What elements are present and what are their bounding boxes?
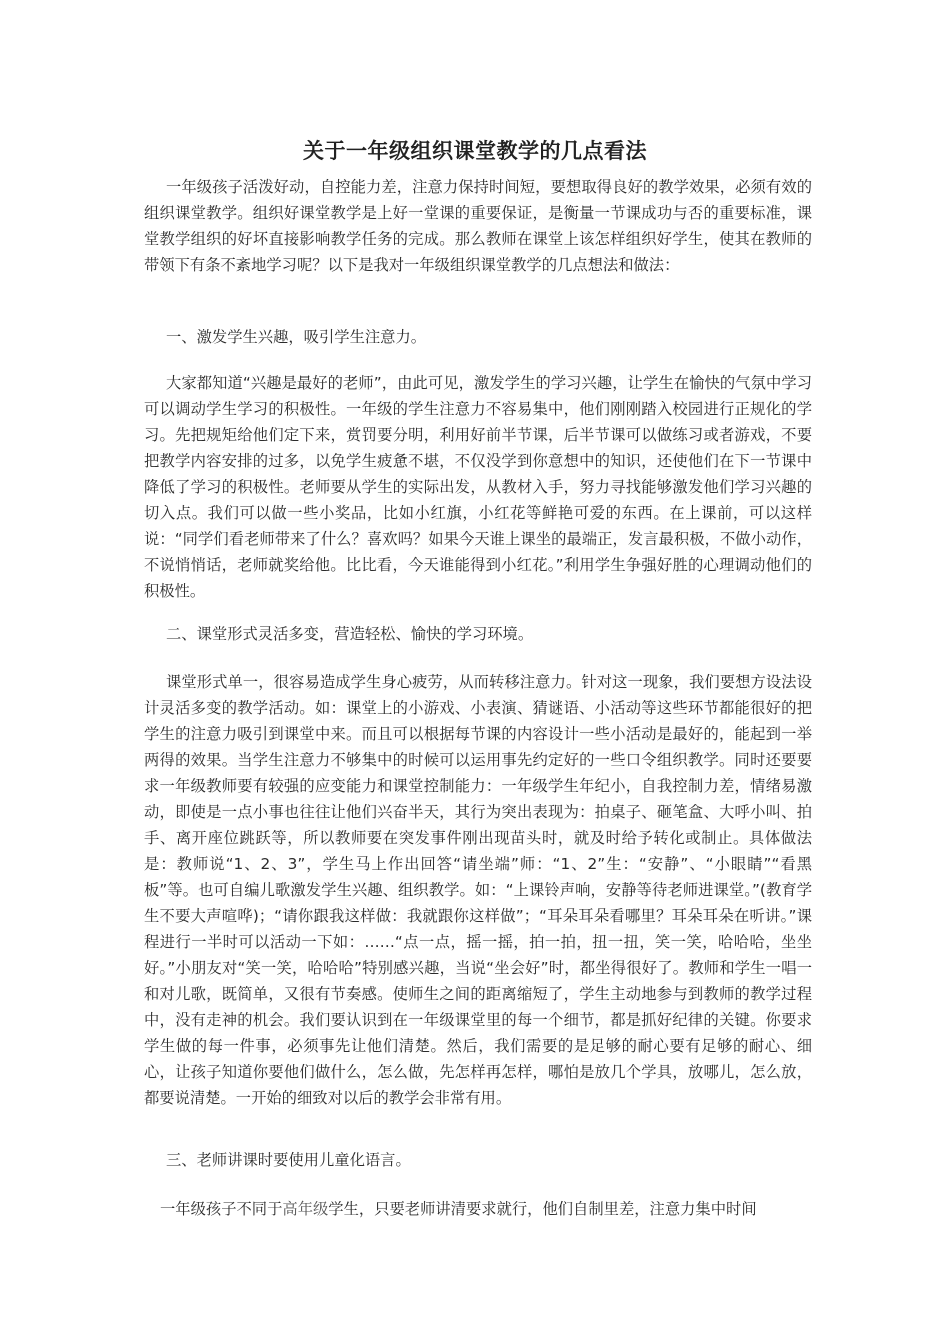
section-body-3-text-end: 学生，只要老师讲清要求就行，他们自制里差，注意力集中时间	[328, 1200, 757, 1218]
section-heading-2: 二、课堂形式灵活多变，营造轻松、愉快的学习环境。	[166, 625, 534, 643]
section-body-2: 课堂形式单一，很容易造成学生身心疲劳，从而转移注意力。针对这一现象，我们要想方设法设计灵活多变的教学活动。如：课堂上的小游戏、小表演、猜谜语、小活动等这些环节都能很好的把学生的注意力吸引到课堂中来。而且可以根据每节课的内容设计一些小活动是最好的，能起到一举两得的效果。当学生注意力不够集中的时候可以运用事先约定好的一些口令组织教学。同时还要要求一年级教师要有较强的应变能力和课堂控制能力：一年级学生年纪小，自我控制力差，情绪易激动，即使是一点小事也往往让他们兴奋半天，其行为突出表现为：拍桌子、砸笔盒、大呼小叫、拍手、离开座位跳跃等，所以教师要在突发事件刚出现苗头时，就及时给予转化或制止。具体做法是：教师说“1、2、3”，学生马上作出回答“请坐端”师：“1、2”生：“安静”、“小眼睛”“看黑板”等。也可自编儿歌激发学生兴趣、组织教学。如：“上课铃声响，安静等待老师进课堂。”(教育学生不要大声喧哗)；“请你跟我这样做：我就跟你这样做”；“耳朵耳朵看哪里？耳朵耳朵在听讲。”课程进行一半时可以活动一下如：……“点一点，摇一摇，拍一拍，扭一扭，笑一笑，哈哈哈，坐坐好。”小朋友对“笑一笑，哈哈哈”特别感兴趣，当说“坐会好”时，都坐得很好了。教师和学生一唱一和对儿歌，既简单，又很有节奏感。使师生之间的距离缩短了，学生主动地参与到教师的教学过程中，没有走神的机会。我们要认识到在一年级课堂里的每一个细节，都是抓好纪律的关键。你要求学生做的每一件事，必须事先让他们清楚。然后，我们需要的是足够的耐心要有足够的耐心、细心，让孩子知道你要他们做什么，怎么做，先怎样再怎样，哪怕是放几个学具，放哪儿，怎么放，都要说清楚。一开始的细致对以后的教学会非常有用。	[144, 673, 812, 1107]
section-body-3-text-start: 一年级孩子不同于	[160, 1200, 283, 1218]
section-heading-3: 三、老师讲课时要使用儿童化语言。	[166, 1151, 411, 1169]
section-body-1: 大家都知道“兴趣是最好的老师”，由此可见，激发学生的学习兴趣，让学生在愉快的气氛中学习可以调动学生学习的积极性。一年级的学生注意力不容易集中，他们刚刚踏入校园进行正规化的学习。先把规矩给他们定下来，赏罚要分明，利用好前半节课，后半节课可以做练习或者游戏，不要把教学内容安排的过多，以免学生疲惫不堪，不仅没学到你意想中的知识，还使他们在下一节课中降低了学习的积极性。老师要从学生的实际出发，从教材入手，努力寻找能够激发他们学习兴趣的切入点。我们可以做一些小奖品，比如小红旗，小红花等鲜艳可爱的东西。在上课前，可以这样说：“同学们看老师带来了什么？喜欢吗？如果今天谁上课坐的最端正，发言最积极，不做小动作，不说悄悄话，老师就奖给他。比比看，今天谁能得到小红花。”利用学生争强好胜的心理调动他们的积极性。	[144, 374, 812, 600]
section-body-3	[160, 1196, 812, 1222]
section-heading-1: 一、激发学生兴趣，吸引学生注意力。	[166, 328, 427, 346]
intro-paragraph: 一年级孩子活泼好动，自控能力差，注意力保持时间短，要想取得良好的教学效果，必须有效的组织课堂教学。组织好课堂教学是上好一堂课的重要保证，是衡量一节课成功与否的重要标准，课堂教学组织的好坏直接影响教学任务的完成。那么教师在课堂上该怎样组织好学生，使其在教师的带领下有条不紊地学习呢？以下是我对一年级组织课堂教学的几点想法和做法：	[144, 178, 812, 274]
section-body-3-serif-run: 高年级	[282, 1200, 329, 1218]
document-title: 关于一年级组织课堂教学的几点看法	[303, 139, 647, 164]
